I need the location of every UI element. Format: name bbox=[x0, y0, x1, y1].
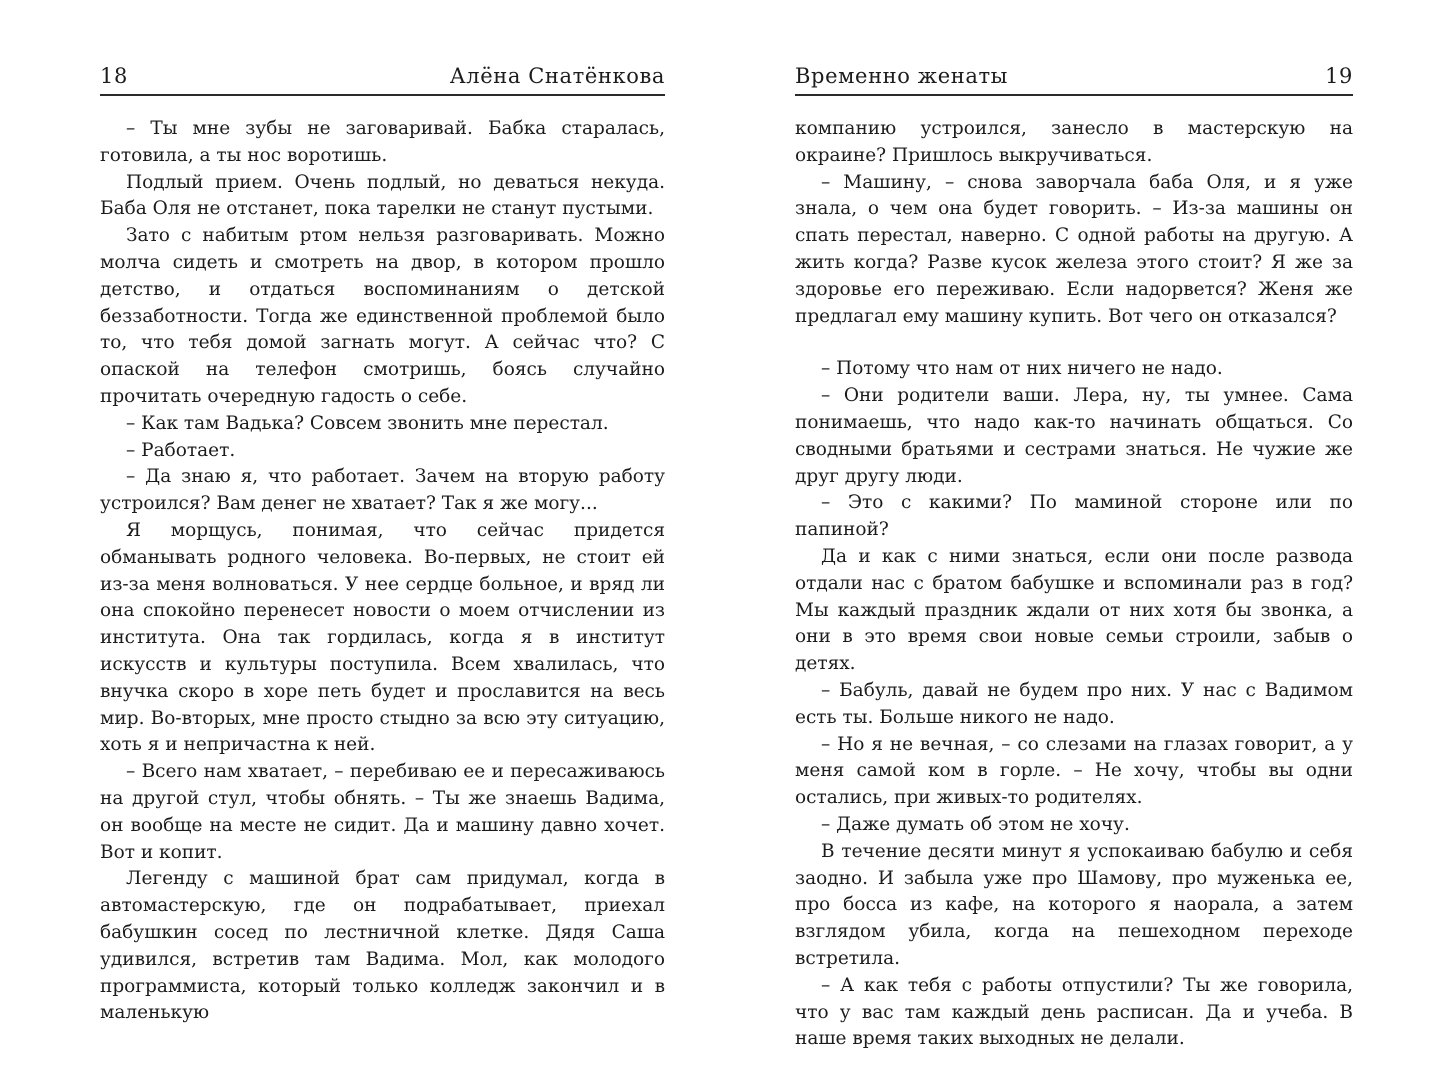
paragraph: – Ты мне зубы не заговаривай. Бабка старалась, готовила, а ты нос воротишь. bbox=[100, 118, 665, 166]
right-page bbox=[795, 58, 1353, 1053]
paragraph: – Они родители ваши. Лера, ну, ты умнее. Сама понимаешь, что надо как-то начинать общаться. Со сводными братьями и сестрами знаться. Не чужие же друг другу люди. bbox=[795, 385, 1353, 487]
right-page-text bbox=[795, 116, 1353, 1053]
paragraph: – Всего нам хватает, – перебиваю ее и пересаживаюсь на другой стул, чтобы обнять. – Ты же знаешь Вадима, он вообще на месте не сидит. Да и машину давно хочет. Вот и копит. bbox=[100, 761, 665, 863]
book-title-header: Временно женаты bbox=[795, 64, 1008, 88]
paragraph: – А как тебя с работы отпустили? Ты же говорила, что у вас там каждый день расписан. Да и учеба. В наше время таких выходных не делали. bbox=[795, 974, 1353, 1050]
author-name-header: Алёна Снатёнкова bbox=[449, 64, 665, 88]
paragraph: – Но я не вечная, – со слезами на глазах говорит, а у меня самой ком в горле. – Не хочу, чтобы вы одни остались, при живых-то родителях. bbox=[795, 733, 1353, 809]
right-running-head bbox=[795, 58, 1353, 96]
left-page-number: 18 bbox=[100, 64, 128, 88]
paragraph-continuation: компанию устроился, занесло в мастерскую на окраине? Пришлось выкручиваться. bbox=[795, 118, 1353, 166]
paragraph: Легенду с машиной брат сам придумал, когда в автомастерскую, где он подрабатывает, приехал бабушкин сосед по лестничной клетке. Дядя Саша удивился, встретив там Вадима. Мол, как молодого программиста, который только колледж закончил и в маленькую bbox=[100, 868, 665, 1024]
paragraph: Зато с набитым ртом нельзя разговаривать. Можно молча сидеть и смотреть на двор, в котором прошло детство, и отдаться воспоминаниям о детской беззаботности. Тогда же единственной проблемой было то, что тебя домой загнать могут. А сейчас что? С опаской на телефон смотришь, боясь случайно прочитать очередную гадость о себе. bbox=[100, 225, 665, 407]
paragraph: – Да знаю я, что работает. Зачем на вторую работу устроился? Вам денег не хватает? Так я же могу... bbox=[100, 466, 665, 515]
paragraph: Я морщусь, понимая, что сейчас придется обманывать родного человека. Во-первых, не стоит ей из-за меня волноваться. У нее сердце больное, и вряд ли она спокойно перенесет новости о моем отчислении из института. Она так гордилась, когда я в институт искусств и культуры поступила. Всем хвалилась, что внучка скоро в хоре петь будет и прославится на весь мир. Во-вторых, мне просто стыдно за всю эту ситуацию, хоть я и непричастна к ней. bbox=[100, 519, 665, 756]
left-running-head bbox=[100, 58, 665, 96]
right-page-number: 19 bbox=[1325, 64, 1353, 88]
paragraph: – Работает. bbox=[126, 439, 236, 461]
paragraph: – Это с какими? По маминой стороне или по папиной? bbox=[795, 492, 1353, 541]
left-page bbox=[100, 58, 665, 1027]
paragraph: Да и как с ними знаться, если они после развода отдали нас с братом бабушке и вспоминали раз в год? Мы каждый праздник ждали от них хотя бы звонка, а они в это время свои новые семьи строили, забыв о детях. bbox=[795, 545, 1353, 675]
paragraph: – Потому что нам от них ничего не надо. bbox=[821, 358, 1223, 380]
paragraph: В течение десяти минут я успокаиваю бабулю и себя заодно. И забыла уже про Шамову, про муженька ее, про босса из кафе, на которого я наорала, а затем взглядом убила, когда на пешеходном переходе встретила. bbox=[795, 840, 1353, 969]
paragraph: – Даже думать об этом не хочу. bbox=[821, 813, 1130, 835]
paragraph: – Бабуль, давай не будем про них. У нас с Вадимом есть ты. Больше никого не надо. bbox=[795, 679, 1353, 728]
paragraph: – Машину, – снова заворчала баба Оля, и я уже знала, о чем она будет говорить. – Из-за машины он спать перестал, наверно. С одной работы на другую. А жить когда? Разве кусок железа этого стоит? Я же за здоровье его переживаю. Если надорвется? Женя же предлагал ему машину купить. Вот чего он отказался? bbox=[795, 171, 1353, 327]
left-page-text bbox=[100, 116, 665, 1027]
paragraph: – Как там Вадька? Совсем звонить мне перестал. bbox=[126, 412, 609, 434]
paragraph: Подлый прием. Очень подлый, но деваться некуда. Баба Оля не отстанет, пока тарелки не станут пустыми. bbox=[100, 171, 665, 220]
